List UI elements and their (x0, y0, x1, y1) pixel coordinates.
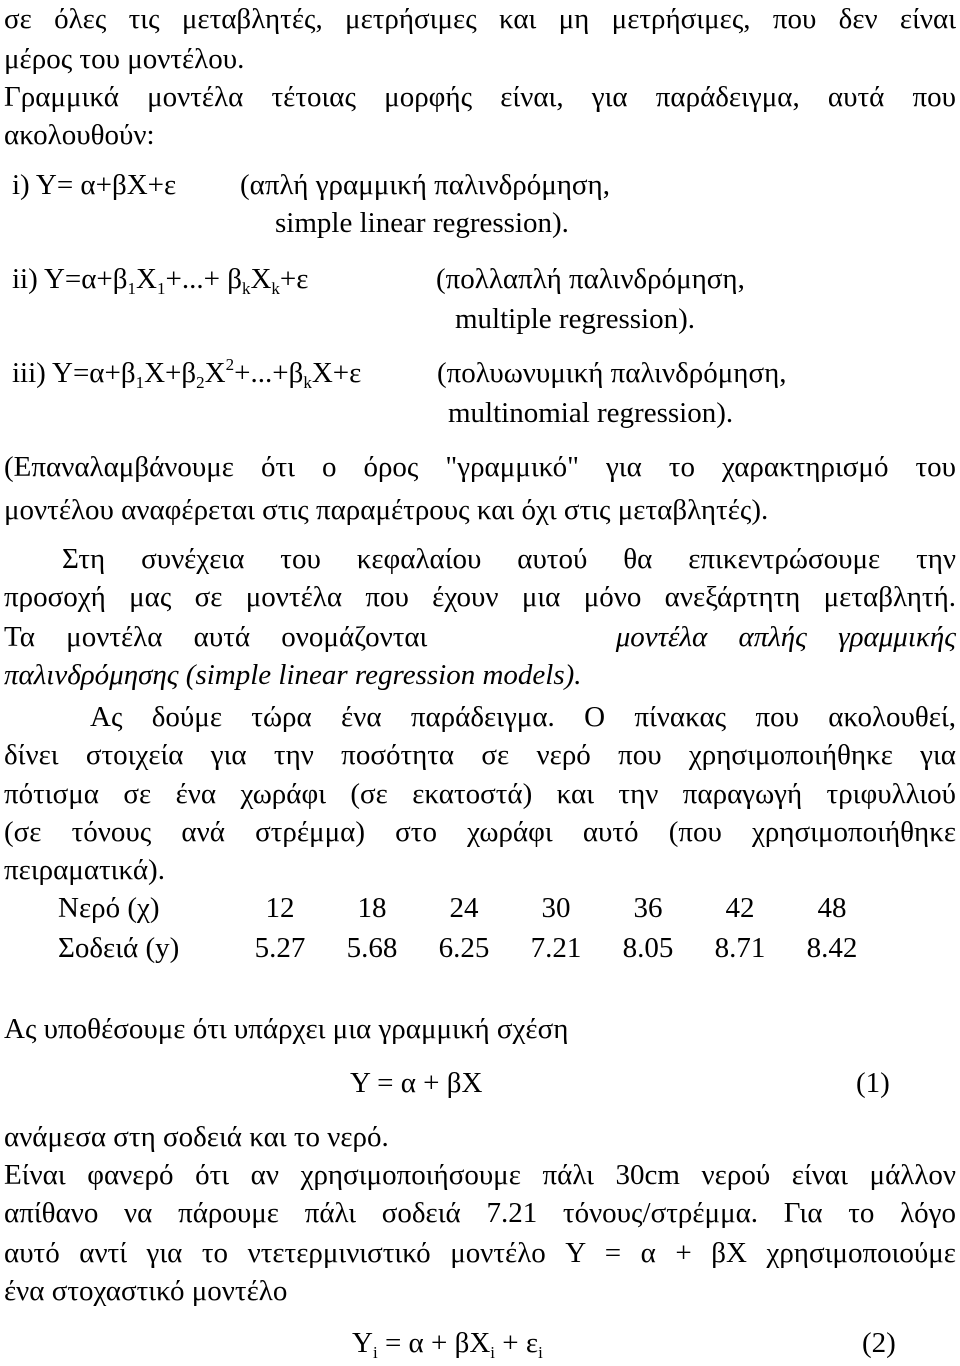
model-ii-desc-greek: (πολλαπλή παλινδρόμηση, (436, 263, 745, 295)
para3-line-3: πότισμα σε ένα χωράφι (σε εκατοστά) και την παραγωγή τριφυλλιού (4, 778, 956, 810)
intro-line-4: ακολουθούν: (4, 119, 155, 151)
model-iii-formula: iii) $Y=\alpha+\beta_1X+\beta_2X^2+...+\beta_kX+\varepsilon$ (12, 355, 362, 392)
table-row-yield (58, 928, 878, 968)
table-cell: 24 (449, 891, 479, 924)
para5-line-4: ένα στοχαστικό μοντέλο (4, 1275, 288, 1307)
table-cell: 8.71 (714, 931, 766, 964)
equation-1: Y = α + βX (350, 1067, 483, 1099)
intro-line-3: Γραμμικά μοντέλα τέτοιας μορφής είναι, για παράδειγμα, αυτά που (4, 81, 956, 113)
table-cell: 48 (817, 891, 847, 924)
para4-line-1: Ας υποθέσουμε ότι υπάρχει μια γραμμική σχέση (4, 1013, 569, 1045)
table-cell: 8.05 (622, 931, 674, 964)
table-cell: 5.68 (346, 931, 398, 964)
para5-line-2: απίθανο να πάρουμε πάλι σοδειά 7.21 τόνους/στρέμμα. Για το λόγο (4, 1197, 956, 1229)
table-cell: 36 (633, 891, 663, 924)
table-cell: 18 (357, 891, 387, 924)
para2-line-2: προσοχή μας σε μοντέλα που έχουν μια μόνο ανεξάρτητη μεταβλητή. (4, 581, 956, 613)
equation-1-number: (1) (856, 1067, 890, 1099)
model-iii-desc-english: multinomial regression). (448, 397, 734, 429)
model-iii-desc-greek: (πολυωνυμική παλινδρόμηση, (437, 357, 787, 389)
para2-line-3-plain: Τα μοντέλα αυτά ονομάζονται (4, 621, 428, 653)
data-table (58, 888, 878, 968)
table-cell: 5.27 (254, 931, 306, 964)
para5-line-1: Είναι φανερό ότι αν χρησιμοποιήσουμε πάλι 30cm νερού είναι μάλλον (4, 1159, 956, 1191)
table-cell: 42 (725, 891, 755, 924)
intro-line-1: σε όλες τις μεταβλητές, μετρήσιμες και μη μετρήσιμες, που δεν είναι (4, 3, 956, 35)
table-cell: 6.25 (438, 931, 490, 964)
para5-line-3: αυτό αντί για το ντετερμινιστικό μοντέλο Y = α + βX χρησιμοποιούμε (4, 1237, 956, 1269)
para2-line-3 (4, 620, 956, 654)
table-cell: 12 (265, 891, 295, 924)
para2-line-3-italic: μοντέλα απλής γραμμικής (615, 621, 956, 653)
para3-line-2: δίνει στοιχεία για την ποσότητα σε νερό που χρησιμοποιήθηκε για (4, 739, 956, 771)
model-i-formula: i) Y= α+βX+ε (12, 169, 177, 201)
para3-line-4: (σε τόνους ανά στρέμμα) στο χωράφι αυτό (που χρησιμοποιήθηκε (4, 816, 956, 848)
para2-line-1: Στη συνέχεια του κεφαλαίου αυτού θα επικεντρώσουμε την (62, 543, 956, 575)
table-row-label: Νερό (χ) (58, 891, 160, 924)
para1-line-1: (Επαναλαμβάνουμε ότι ο όρος "γραμμικό" για το χαρακτηρισμό του (4, 451, 956, 483)
para1-line-2: μοντέλου αναφέρεται στις παραμέτρους και όχι στις μεταβλητές). (4, 494, 769, 526)
para3-line-5: πειραματικά). (4, 854, 165, 886)
table-row-water (58, 888, 878, 928)
para4-line-2: ανάμεσα στη σοδειά και το νερό. (4, 1121, 389, 1153)
model-i-desc-english: simple linear regression). (275, 207, 569, 239)
intro-line-2: μέρος του μοντέλου. (4, 43, 245, 75)
model-i-desc-greek: (απλή γραμμική παλινδρόμηση, (240, 169, 610, 201)
para2-line-4 (4, 658, 956, 692)
table-cell: 8.42 (806, 931, 858, 964)
para2-line-4-italic: παλινδρόμησης (simple linear regression models). (4, 659, 582, 691)
table-row-label: Σοδειά (y) (58, 931, 180, 964)
equation-2: $Y_i = \alpha + \beta X_i + \varepsilon_i$ (352, 1327, 543, 1362)
table-cell: 30 (541, 891, 571, 924)
equation-2-number: (2) (862, 1327, 896, 1359)
para3-line-1: Ας δούμε τώρα ένα παράδειγμα. Ο πίνακας που ακολουθεί, (90, 701, 956, 733)
model-ii-desc-english: multiple regression). (455, 303, 696, 335)
model-ii-formula: ii) $Y=\alpha+\beta_1X_1+...+ \beta_kX_k+\varepsilon$ (12, 263, 309, 298)
table-cell: 7.21 (530, 931, 582, 964)
